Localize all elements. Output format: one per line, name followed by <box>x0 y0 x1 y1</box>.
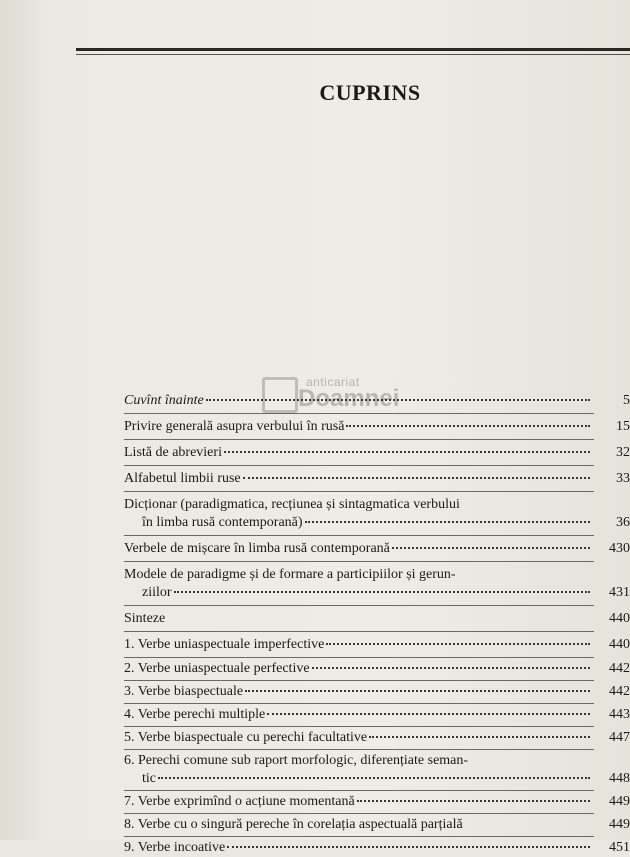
toc-page: 430 <box>609 541 630 556</box>
dot-leader <box>326 642 590 645</box>
divider <box>124 680 594 681</box>
toc-entry <box>124 566 630 602</box>
toc-label-continued: ziilor <box>142 585 172 600</box>
sinteze-page: 443 <box>609 707 630 722</box>
toc-page: 431 <box>609 585 630 600</box>
divider <box>124 439 594 440</box>
divider <box>124 657 594 658</box>
header-rule-thick <box>76 48 630 51</box>
divider <box>124 491 594 492</box>
sinteze-entry <box>124 660 630 678</box>
dot-leader <box>243 476 590 479</box>
sinteze-page: 442 <box>609 661 630 676</box>
divider <box>124 465 594 466</box>
dot-leader <box>357 799 590 802</box>
toc-page: 5 <box>623 393 630 408</box>
toc-label: Modele de paradigme și de formare a participiilor și gerun- <box>124 567 456 582</box>
table-of-contents <box>124 392 630 857</box>
sinteze-entry <box>124 752 630 788</box>
sinteze-page: 451 <box>609 840 630 855</box>
divider <box>124 605 594 606</box>
dot-leader <box>312 666 590 669</box>
dot-leader <box>305 520 590 523</box>
sinteze-page: 447 <box>609 730 630 745</box>
divider <box>124 561 594 562</box>
toc-page: 32 <box>616 445 630 460</box>
divider <box>124 535 594 536</box>
divider <box>124 813 594 814</box>
sinteze-label: 9. Verbe incoative <box>124 840 226 855</box>
sinteze-page: 440 <box>609 637 630 652</box>
watermark-big-text: Doamnei <box>298 385 400 412</box>
header-rule-thin <box>76 54 630 55</box>
sinteze-page: 442 <box>609 684 630 699</box>
sinteze-label: 6. Perechi comune sub raport morfologic, diferențiate seman- <box>124 753 469 768</box>
divider <box>124 726 594 727</box>
sinteze-label: 2. Verbe uniaspectuale perfective <box>124 661 310 676</box>
sinteze-label-continued: tic <box>142 771 156 786</box>
bleed-through-text <box>110 110 610 380</box>
toc-entry <box>124 470 630 488</box>
dot-leader <box>392 546 590 549</box>
toc-label: Privire generală asupra verbului în rusă <box>124 419 345 434</box>
dot-leader <box>174 590 590 593</box>
sinteze-label: 7. Verbe exprimînd o acțiune momentană <box>124 794 355 809</box>
sinteze-label: 1. Verbe uniaspectuale imperfective <box>124 637 325 652</box>
dot-leader <box>206 398 590 401</box>
sinteze-entry <box>124 816 630 834</box>
sinteze-entry <box>124 839 630 857</box>
toc-label: Sinteze <box>124 611 166 626</box>
sinteze-label: 8. Verbe cu o singură pereche în corelația aspectuală parțială <box>124 817 463 832</box>
toc-entry <box>124 496 630 532</box>
sinteze-label: 4. Verbe perechi multiple <box>124 707 266 722</box>
sinteze-entry <box>124 729 630 747</box>
toc-page: 440 <box>609 611 630 626</box>
sinteze-entry <box>124 683 630 701</box>
toc-label: Cuvînt înainte <box>124 393 204 408</box>
divider <box>124 790 594 791</box>
watermark-small-text: anticariat <box>306 375 360 389</box>
dot-leader <box>158 776 590 779</box>
divider <box>124 631 594 632</box>
sinteze-page: 448 <box>609 771 630 786</box>
sinteze-entry <box>124 706 630 724</box>
toc-page: 15 <box>616 419 630 434</box>
sinteze-entry <box>124 636 630 654</box>
toc-entry <box>124 444 630 462</box>
dot-leader <box>346 424 590 427</box>
toc-page: 33 <box>616 471 630 486</box>
toc-entry <box>124 540 630 558</box>
divider <box>124 413 594 414</box>
sinteze-label: 3. Verbe biaspectuale <box>124 684 244 699</box>
toc-page: 36 <box>616 515 630 530</box>
divider <box>124 703 594 704</box>
toc-label: Dicționar (paradigmatica, recțiunea și sintagmatica verbului <box>124 497 460 512</box>
sinteze-label: 5. Verbe biaspectuale cu perechi facultative <box>124 730 368 745</box>
toc-label-continued: în limba rusă contemporană) <box>142 515 303 530</box>
toc-entry <box>124 418 630 436</box>
dot-leader <box>465 822 590 825</box>
toc-entry <box>124 610 630 628</box>
divider <box>124 749 594 750</box>
dot-leader <box>227 845 590 848</box>
dot-leader <box>224 450 590 453</box>
dot-leader <box>267 712 590 715</box>
toc-label: Alfabetul limbii ruse <box>124 471 241 486</box>
page-title: CUPRINS <box>319 80 421 105</box>
toc-label: Listă de abrevieri <box>124 445 222 460</box>
dot-leader <box>167 616 590 619</box>
sinteze-page: 449 <box>609 794 630 809</box>
dot-leader <box>369 735 590 738</box>
divider <box>124 836 594 837</box>
toc-entry <box>124 392 630 410</box>
dot-leader <box>245 689 590 692</box>
sinteze-entry <box>124 793 630 811</box>
toc-label: Verbele de mișcare în limba rusă contemporană <box>124 541 390 556</box>
sinteze-page: 449 <box>609 817 630 832</box>
